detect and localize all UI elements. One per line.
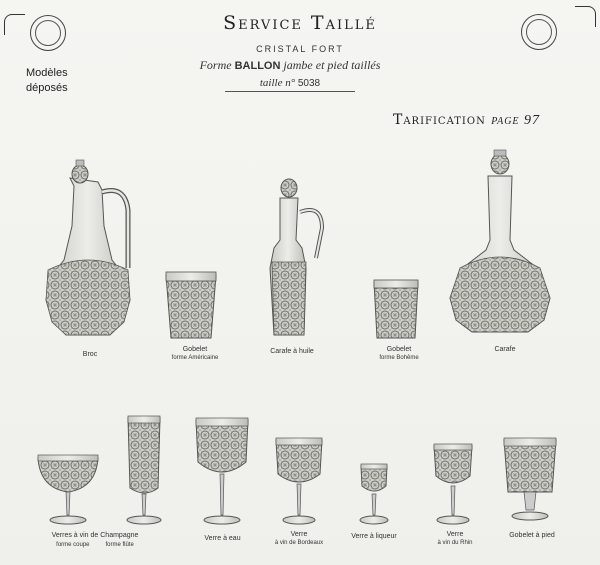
carafe-huile-illustration — [270, 179, 322, 335]
broc-illustration — [46, 160, 130, 335]
caption-carafe — [485, 345, 525, 354]
gobelet-pied-illustration — [504, 438, 556, 520]
verre-liqueur-illustration — [360, 464, 388, 524]
caption-verre-bordeaux-label: Verre — [290, 531, 308, 538]
modeles-line1: Modèles — [26, 67, 68, 79]
forme-prefix: Forme — [199, 58, 232, 72]
caption-broc — [70, 350, 110, 359]
caption-carafe-label: Carafe — [494, 346, 516, 353]
verre-bordeaux-illustration — [276, 438, 322, 524]
caption-carafe-huile — [262, 347, 322, 356]
caption-verre-liqueur-label: Verre à liqueur — [351, 533, 397, 540]
caption-verre-rhin — [425, 530, 485, 548]
caption-carafe-huile-label: Carafe à huile — [270, 348, 314, 355]
caption-flute-sub: forme flûte — [105, 542, 134, 548]
tarification-page: page 97 — [491, 113, 541, 128]
caption-gobelet-boheme-sub: forme Bohême — [379, 355, 419, 361]
taille-number: 5038 — [297, 78, 321, 89]
caption-verre-bordeaux-sub: à vin de Bordeaux — [274, 540, 324, 546]
coupe-illustration — [38, 455, 98, 524]
caption-gobelet-pied-label: Gobelet à pied — [509, 532, 555, 539]
caption-verre-eau-label: Verre à eau — [204, 535, 241, 542]
tarification-label: Tarification — [393, 112, 486, 128]
modeles-line2: déposés — [26, 82, 68, 94]
caption-verre-bordeaux — [264, 530, 334, 548]
caption-gobelet-americaine — [160, 345, 230, 363]
caption-champagne-label: Verres à vin de Champagne — [51, 532, 139, 539]
page-title: Service Taillé — [223, 12, 377, 34]
caption-coupe-sub: forme coupe — [56, 542, 90, 548]
carafe-illustration — [450, 150, 550, 332]
caption-gobelet-americaine-label: Gobelet — [182, 346, 208, 353]
caption-verre-liqueur — [344, 532, 404, 541]
flute-illustration — [127, 416, 161, 524]
gobelet-boheme-illustration — [374, 280, 418, 338]
caption-verre-eau — [195, 534, 250, 543]
forme-suffix: jambe et pied taillés — [283, 58, 381, 72]
page-subtitle: CRISTAL FORT — [256, 44, 344, 54]
caption-gobelet-boheme-label: Gobelet — [386, 346, 412, 353]
caption-gobelet-americaine-sub: forme Américaine — [171, 355, 219, 361]
caption-gobelet-pied — [500, 531, 564, 540]
gobelet-americaine-illustration — [166, 272, 216, 338]
forme-name: BALLON — [234, 60, 281, 72]
caption-gobelet-boheme — [364, 345, 434, 363]
caption-verre-rhin-label: Verre — [446, 531, 464, 538]
caption-verre-rhin-sub: à vin du Rhin — [437, 540, 473, 546]
verre-rhin-illustration — [434, 444, 472, 524]
caption-champagne — [40, 531, 150, 550]
caption-broc-label: Broc — [82, 351, 98, 358]
verre-eau-illustration — [196, 418, 248, 524]
taille-prefix: taille n° — [259, 77, 296, 89]
